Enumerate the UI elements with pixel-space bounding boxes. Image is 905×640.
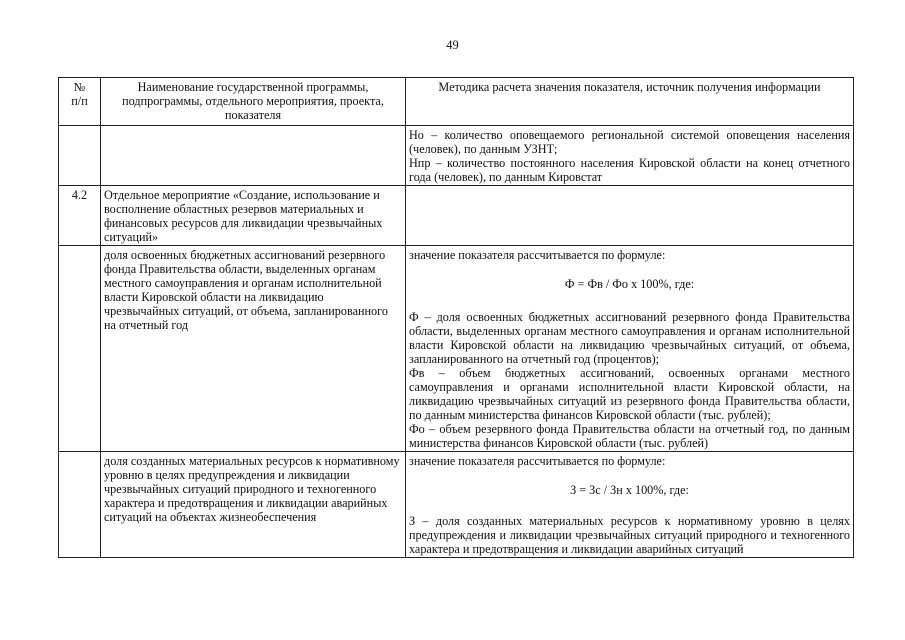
- header-name-cell: [101, 78, 406, 126]
- cell-measure-name: Отдельное мероприятие «Создание, использование и восполнение областных резервов материальных и финансовых ресурсов для ликвидации чрезвычайных ситуаций»: [101, 186, 406, 246]
- header-number-cell: [59, 78, 101, 126]
- table-row-indicator: [59, 452, 854, 558]
- table-row-measure: [59, 186, 854, 246]
- table-row-indicator: [59, 246, 854, 452]
- cell-method: [406, 246, 854, 452]
- cell-empty: [101, 126, 406, 186]
- cell-number: 4.2: [59, 186, 101, 246]
- cell-indicator-name: доля созданных материальных ресурсов к нормативному уровню в целях предупреждения и ликвидации чрезвычайных ситуаций природного и техногенного характера и предотвращения и ликвидации аварийных ситуаций на объектах жизнеобеспечения: [101, 452, 406, 558]
- definition-npr: Нпр – количество постоянного населения Кировской области на конец отчетного года (человек), по данным Кировстат: [409, 156, 850, 184]
- cell-method: [406, 452, 854, 558]
- definition-fv: Фв – объем бюджетных ассигнований, освоенных органами местного самоуправления и органами исполнительной власти Кировской области, на ликвидацию чрезвычайных ситуаций из резервного фонда Правительства области, по данным министерства финансов Кировской области (тыс. рублей);: [409, 366, 850, 422]
- page-number: 49: [446, 38, 459, 52]
- definition-fo: Фо – объем резервного фонда Правительства области на отчетный год, по данным министерства финансов Кировской области (тыс. рублей): [409, 422, 850, 450]
- header-method-label: Методика расчета значения показателя, источник получения информации: [438, 80, 821, 94]
- definition-no: Но – количество оповещаемого региональной системой оповещения населения (человек), по данным УЗНТ;: [409, 128, 850, 156]
- table-row-continuation: [59, 126, 854, 186]
- header-name-label: Наименование государственной программы, подпрограммы, отдельного мероприятия, проекта, показателя: [122, 80, 384, 122]
- cell-indicator-name: доля освоенных бюджетных ассигнований резервного фонда Правительства области, выделенных органам местного самоуправления и органам исполнительной власти Кировской области на ликвидацию чрезвычайных ситуаций, от объема, запланированного на отчетный год: [101, 246, 406, 452]
- table-header-row: [59, 78, 854, 126]
- cell-method: [406, 126, 854, 186]
- definition-z: З – доля созданных материальных ресурсов к нормативному уровню в целях предупреждения и ликвидации чрезвычайных ситуаций природного и техногенного характера и предотвращения и ликвидации аварийных ситуаций: [409, 514, 850, 556]
- formula-intro: значение показателя рассчитывается по формуле:: [409, 454, 666, 468]
- formula: Ф = Фв / Фо х 100%, где:: [564, 277, 695, 291]
- indicators-table: [58, 77, 854, 558]
- cell-empty: [406, 186, 854, 246]
- cell-empty: [59, 126, 101, 186]
- definition-f: Ф – доля освоенных бюджетных ассигнований резервного фонда Правительства области, выделенных органам местного самоуправления и органам исполнительной власти Кировской области на ликвидацию чрезвычайных ситуаций, от объема, запланированного на отчетный год (процентов);: [409, 310, 850, 366]
- formula: З = Зс / Зн х 100%, где:: [570, 483, 689, 497]
- formula-intro: значение показателя рассчитывается по формуле:: [409, 248, 666, 262]
- cell-empty: [59, 246, 101, 452]
- header-number-label: № п/п: [71, 80, 88, 108]
- header-method-cell: [406, 78, 854, 126]
- cell-empty: [59, 452, 101, 558]
